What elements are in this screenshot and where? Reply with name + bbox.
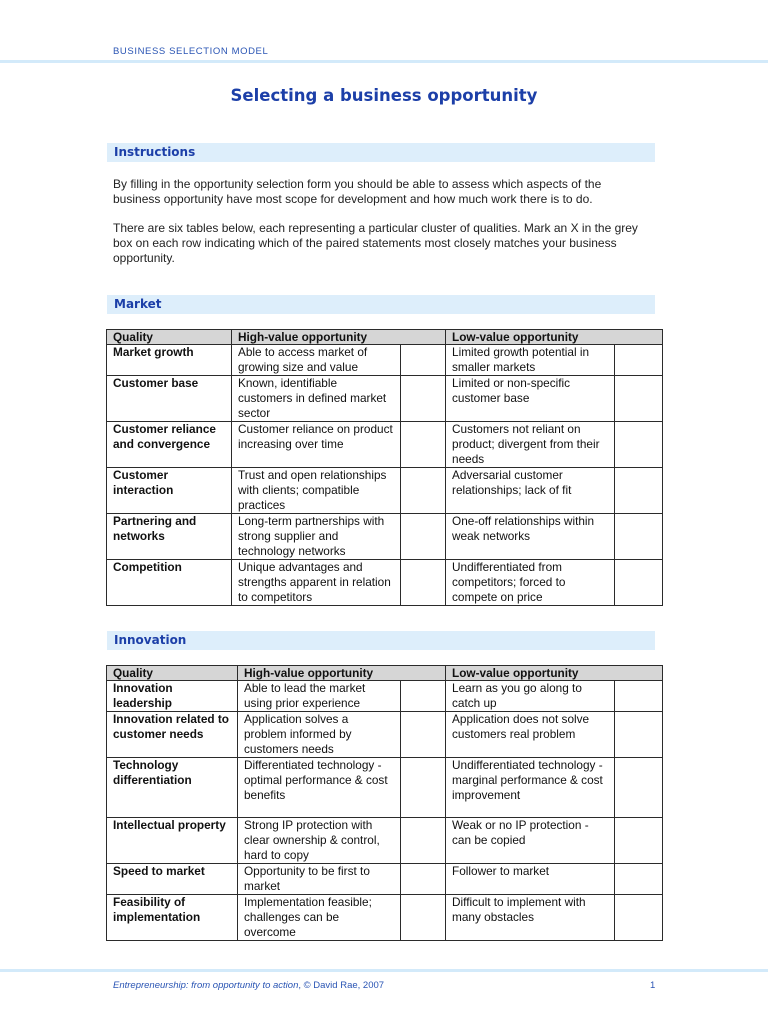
high-value-mark-box[interactable] [401,514,446,560]
high-value-mark-box[interactable] [401,422,446,468]
high-value-mark-box[interactable] [401,345,446,376]
high-value-mark-box[interactable] [401,560,446,606]
quality-cell: Customer reliance and convergence [107,422,232,468]
running-head: BUSINESS SELECTION MODEL [113,46,269,57]
low-value-mark-box[interactable] [615,514,663,560]
section-heading-instructions [107,143,655,162]
low-value-mark-box[interactable] [615,895,663,941]
low-value-mark-box[interactable] [615,712,663,758]
quality-cell: Innovation leadership [107,681,238,712]
footer-source [113,980,384,991]
high-value-cell: Known, identifiable customers in defined market sector [232,376,401,422]
page-number: 1 [650,980,656,991]
high-value-cell: Long-term partnerships with strong supplier and technology networks [232,514,401,560]
quality-cell: Speed to market [107,864,238,895]
low-value-mark-box[interactable] [615,818,663,864]
section-heading-label: Market [114,297,162,311]
innovation-table [106,665,663,941]
footer-source-credit: , © David Rae, 2007 [298,980,385,991]
table-row [107,758,663,818]
high-value-mark-box[interactable] [401,376,446,422]
quality-cell: Feasibility of implementation [107,895,238,941]
column-header-low-value: Low-value opportunity [446,330,663,345]
high-value-cell: Unique advantages and strengths apparent in relation to competitors [232,560,401,606]
page-title: Selecting a business opportunity [230,86,538,105]
high-value-cell: Able to lead the market using prior experience [238,681,401,712]
table-row [107,514,663,560]
low-value-cell: Customers not reliant on product; divergent from their needs [446,422,615,468]
instructions-paragraph-1: By filling in the opportunity selection form you should be able to assess which aspects of the business opportunity have most scope for development and how much work there is to do. [113,177,602,206]
low-value-mark-box[interactable] [615,468,663,514]
footer-rule [0,969,768,972]
high-value-cell: Able to access market of growing size and value [232,345,401,376]
table-row [107,345,663,376]
table-row [107,895,663,941]
table-row [107,681,663,712]
instructions-paragraph-2: There are six tables below, each representing a particular cluster of qualities. Mark an X in the grey box on each row indicating which of the paired statements most closely matches your business opportunity. [113,221,638,265]
low-value-mark-box[interactable] [615,758,663,818]
high-value-cell: Strong IP protection with clear ownership & control, hard to copy [238,818,401,864]
footer-source-title: Entrepreneurship: from opportunity to action [113,980,299,991]
table-row [107,712,663,758]
low-value-mark-box[interactable] [615,560,663,606]
high-value-mark-box[interactable] [401,681,446,712]
low-value-cell: One-off relationships within weak networks [446,514,615,560]
table-row [107,376,663,422]
table-row [107,468,663,514]
high-value-mark-box[interactable] [401,895,446,941]
section-heading-market [107,295,655,314]
quality-cell: Innovation related to customer needs [107,712,238,758]
low-value-mark-box[interactable] [615,422,663,468]
quality-cell: Technology differentiation [107,758,238,818]
table-row [107,864,663,895]
column-header-high-value: High-value opportunity [238,666,446,681]
low-value-cell: Limited or non-specific customer base [446,376,615,422]
section-heading-label: Instructions [114,145,196,159]
table-row [107,818,663,864]
high-value-cell: Application solves a problem informed by customers needs [238,712,401,758]
high-value-mark-box[interactable] [401,758,446,818]
low-value-cell: Undifferentiated technology - marginal performance & cost improvement [446,758,615,818]
low-value-mark-box[interactable] [615,864,663,895]
high-value-cell: Customer reliance on product increasing over time [232,422,401,468]
low-value-mark-box[interactable] [615,681,663,712]
low-value-cell: Adversarial customer relationships; lack of fit [446,468,615,514]
low-value-cell: Follower to market [446,864,615,895]
section-heading-label: Innovation [114,633,187,647]
column-header-high-value: High-value opportunity [232,330,446,345]
low-value-cell: Application does not solve customers real problem [446,712,615,758]
quality-cell: Customer base [107,376,232,422]
high-value-cell: Implementation feasible; challenges can be overcome [238,895,401,941]
section-heading-innovation [107,631,655,650]
quality-cell: Market growth [107,345,232,376]
table-row [107,560,663,606]
high-value-cell: Opportunity to be first to market [238,864,401,895]
quality-cell: Intellectual property [107,818,238,864]
high-value-mark-box[interactable] [401,864,446,895]
column-header-low-value: Low-value opportunity [446,666,663,681]
high-value-mark-box[interactable] [401,818,446,864]
low-value-cell: Weak or no IP protection - can be copied [446,818,615,864]
low-value-cell: Limited growth potential in smaller markets [446,345,615,376]
low-value-cell: Difficult to implement with many obstacles [446,895,615,941]
high-value-cell: Differentiated technology - optimal performance & cost benefits [238,758,401,818]
table-row [107,422,663,468]
column-header-quality: Quality [107,666,238,681]
quality-cell: Customer interaction [107,468,232,514]
high-value-mark-box[interactable] [401,468,446,514]
low-value-cell: Learn as you go along to catch up [446,681,615,712]
market-table [106,329,663,606]
high-value-mark-box[interactable] [401,712,446,758]
low-value-mark-box[interactable] [615,345,663,376]
header-rule [0,60,768,63]
low-value-mark-box[interactable] [615,376,663,422]
high-value-cell: Trust and open relationships with clients; compatible practices [232,468,401,514]
column-header-quality: Quality [107,330,232,345]
quality-cell: Competition [107,560,232,606]
low-value-cell: Undifferentiated from competitors; forced to compete on price [446,560,615,606]
quality-cell: Partnering and networks [107,514,232,560]
